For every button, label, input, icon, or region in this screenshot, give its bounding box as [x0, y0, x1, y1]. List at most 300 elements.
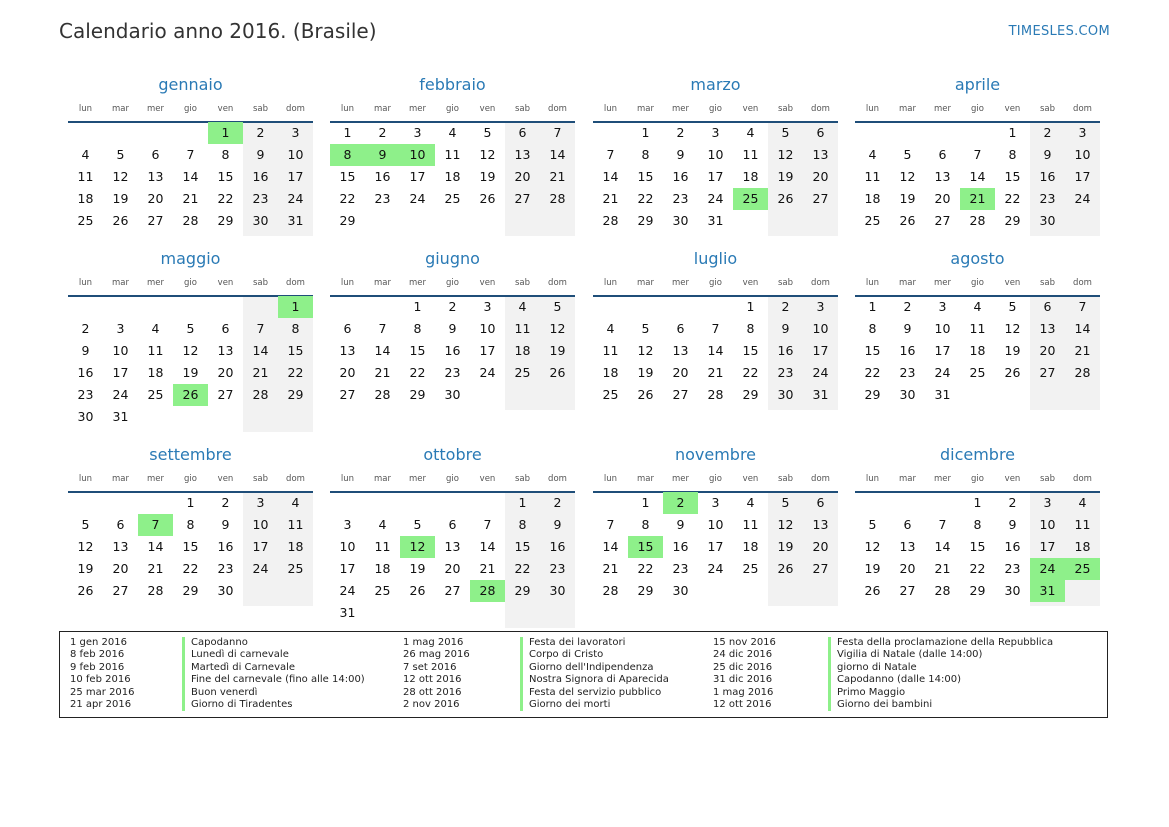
day-cell: 10	[812, 321, 829, 336]
day-cell: 14	[602, 169, 619, 184]
day-cell: 17	[707, 169, 724, 184]
day-cell: 30	[217, 583, 234, 598]
day-cell: 17	[934, 343, 951, 358]
day-cell: 29	[969, 583, 986, 598]
day-cell: 29	[339, 213, 356, 228]
day-cell: 30	[672, 213, 689, 228]
day-cell: 28	[602, 213, 619, 228]
weekday-label: mer	[408, 474, 426, 484]
day-cell: 4	[868, 147, 877, 162]
day-cell: 21	[602, 561, 619, 576]
day-cell: 26	[1004, 365, 1021, 380]
day-cell: 27	[217, 387, 234, 402]
day-cell: 22	[1004, 191, 1021, 206]
day-cell: 9	[1043, 147, 1052, 162]
day-cell: 3	[711, 495, 720, 510]
month-title: ottobre	[423, 445, 482, 464]
day-cell: 16	[374, 169, 391, 184]
day-cell: 13	[672, 343, 689, 358]
weekday-label: sab	[252, 474, 269, 484]
legend-date: 25 dic 2016	[713, 661, 773, 673]
weekday-label: sab	[1039, 474, 1056, 484]
day-cell: 13	[217, 343, 234, 358]
weekday-label: sab	[514, 474, 531, 484]
weekday-label: ven	[1004, 104, 1021, 114]
day-cell: 15	[742, 343, 759, 358]
weekday-label: dom	[1073, 278, 1092, 288]
day-cell: 6	[448, 517, 457, 532]
day-cell: 28	[182, 213, 199, 228]
day-cell: 30	[77, 409, 94, 424]
day-cell: 12	[1004, 321, 1021, 336]
weekday-label: dom	[548, 104, 567, 114]
day-cell: 5	[553, 299, 562, 314]
day-cell: 8	[291, 321, 300, 336]
day-cell: 28	[1074, 365, 1091, 380]
day-cell: 29	[217, 213, 234, 228]
day-cell: 12	[777, 147, 794, 162]
holiday-day: 31	[1030, 580, 1065, 602]
legend-holiday-name: Festa del servizio pubblico	[520, 687, 661, 699]
legend-holiday-name: Vigilia di Natale (dalle 14:00)	[828, 649, 982, 661]
holiday-day: 9	[365, 144, 400, 166]
day-cell: 11	[77, 169, 94, 184]
day-cell: 8	[868, 321, 877, 336]
day-cell: 11	[602, 343, 619, 358]
weekday-label: mer	[671, 278, 689, 288]
day-cell: 14	[479, 539, 496, 554]
day-cell: 31	[707, 213, 724, 228]
day-cell: 27	[444, 583, 461, 598]
day-cell: 12	[479, 147, 496, 162]
day-cell: 23	[672, 561, 689, 576]
day-cell: 9	[903, 321, 912, 336]
weekday-label: dom	[811, 474, 830, 484]
legend-date: 24 dic 2016	[713, 649, 773, 661]
day-cell: 11	[287, 517, 304, 532]
day-cell: 31	[812, 387, 829, 402]
weekday-label: mer	[671, 474, 689, 484]
day-cell: 9	[448, 321, 457, 336]
month-title: gennaio	[158, 75, 223, 94]
month-agosto	[855, 249, 1100, 429]
day-cell: 26	[899, 213, 916, 228]
day-cell: 14	[252, 343, 269, 358]
day-cell: 16	[252, 169, 269, 184]
legend-date: 21 apr 2016	[70, 699, 132, 710]
day-cell: 8	[641, 147, 650, 162]
day-cell: 27	[672, 387, 689, 402]
day-cell: 25	[864, 213, 881, 228]
weekday-label: mer	[146, 104, 164, 114]
day-cell: 11	[147, 343, 164, 358]
day-cell: 23	[77, 387, 94, 402]
weekday-label: sab	[777, 104, 794, 114]
day-cell: 7	[1078, 299, 1087, 314]
day-cell: 30	[1004, 583, 1021, 598]
day-cell: 21	[252, 365, 269, 380]
weekday-label: ven	[217, 278, 234, 288]
page-title: Calendario anno 2016. (Brasile)	[59, 19, 377, 43]
day-cell: 13	[339, 343, 356, 358]
day-cell: 3	[816, 299, 825, 314]
day-cell: 11	[742, 517, 759, 532]
weekday-label: mar	[637, 474, 654, 484]
day-cell: 12	[182, 343, 199, 358]
day-cell: 20	[1039, 343, 1056, 358]
day-cell: 22	[514, 561, 531, 576]
day-cell: 29	[409, 387, 426, 402]
day-cell: 23	[549, 561, 566, 576]
day-cell: 24	[707, 191, 724, 206]
weekday-label: sab	[1039, 104, 1056, 114]
day-cell: 11	[742, 147, 759, 162]
day-cell: 6	[938, 147, 947, 162]
day-cell: 23	[217, 561, 234, 576]
month-title: giugno	[425, 249, 480, 268]
day-cell: 3	[413, 125, 422, 140]
day-cell: 15	[217, 169, 234, 184]
legend-holiday-name: Capodanno	[182, 637, 248, 649]
day-cell: 20	[147, 191, 164, 206]
day-cell: 27	[1039, 365, 1056, 380]
weekday-label: gio	[709, 104, 722, 114]
day-cell: 9	[676, 517, 685, 532]
holiday-day: 12	[400, 536, 435, 558]
day-cell: 2	[781, 299, 790, 314]
day-cell: 10	[707, 517, 724, 532]
day-cell: 2	[903, 299, 912, 314]
weekday-label: dom	[548, 278, 567, 288]
day-cell: 1	[746, 299, 755, 314]
day-cell: 1	[868, 299, 877, 314]
holiday-day: 15	[628, 536, 663, 558]
day-cell: 5	[781, 125, 790, 140]
legend-holiday-name: Festa dei lavoratori	[520, 637, 625, 649]
holiday-day: 8	[330, 144, 365, 166]
day-cell: 19	[182, 365, 199, 380]
day-cell: 12	[899, 169, 916, 184]
day-cell: 6	[1043, 299, 1052, 314]
day-cell: 18	[864, 191, 881, 206]
day-cell: 17	[1074, 169, 1091, 184]
legend-holiday-name: Giorno dei bambini	[828, 699, 932, 711]
holiday-day: 26	[173, 384, 208, 406]
legend-holiday-name: Martedì di Carnevale	[182, 662, 295, 674]
day-cell: 17	[409, 169, 426, 184]
day-cell: 15	[637, 169, 654, 184]
weekday-label: ven	[479, 474, 496, 484]
day-cell: 5	[81, 517, 90, 532]
month-title: settembre	[149, 445, 232, 464]
day-cell: 28	[934, 583, 951, 598]
weekday-label: dom	[1073, 104, 1092, 114]
day-cell: 15	[514, 539, 531, 554]
day-cell: 6	[816, 495, 825, 510]
day-cell: 7	[938, 517, 947, 532]
day-cell: 24	[707, 561, 724, 576]
day-cell: 20	[672, 365, 689, 380]
legend-date: 28 ott 2016	[403, 686, 462, 698]
day-cell: 22	[637, 191, 654, 206]
weekday-label: lun	[340, 278, 355, 288]
day-cell: 1	[1008, 125, 1017, 140]
day-cell: 3	[1078, 125, 1087, 140]
day-cell: 8	[641, 517, 650, 532]
day-cell: 1	[186, 495, 195, 510]
day-cell: 6	[116, 517, 125, 532]
day-cell: 7	[483, 517, 492, 532]
day-cell: 25	[602, 387, 619, 402]
weekday-label: mer	[933, 104, 951, 114]
weekday-label: ven	[217, 474, 234, 484]
day-cell: 9	[553, 517, 562, 532]
day-cell: 15	[864, 343, 881, 358]
day-cell: 8	[186, 517, 195, 532]
day-cell: 9	[221, 517, 230, 532]
weekday-label: lun	[340, 104, 355, 114]
day-cell: 3	[343, 517, 352, 532]
day-cell: 13	[812, 517, 829, 532]
day-cell: 13	[1039, 321, 1056, 336]
day-cell: 20	[112, 561, 129, 576]
day-cell: 26	[479, 191, 496, 206]
weekday-label: lun	[865, 474, 880, 484]
day-cell: 14	[969, 169, 986, 184]
day-cell: 13	[812, 147, 829, 162]
day-cell: 29	[742, 387, 759, 402]
day-cell: 7	[606, 147, 615, 162]
legend-holiday-name: Nostra Signora di Aparecida	[520, 674, 669, 686]
holiday-day: 25	[733, 188, 768, 210]
weekday-label: mar	[374, 104, 391, 114]
day-cell: 15	[339, 169, 356, 184]
day-cell: 2	[676, 125, 685, 140]
day-cell: 19	[77, 561, 94, 576]
holiday-day: 21	[960, 188, 995, 210]
day-cell: 1	[518, 495, 527, 510]
holiday-day: 2	[663, 492, 698, 514]
day-cell: 25	[444, 191, 461, 206]
day-cell: 9	[781, 321, 790, 336]
day-cell: 18	[287, 539, 304, 554]
holiday-day: 24	[1030, 558, 1065, 580]
day-cell: 2	[81, 321, 90, 336]
day-cell: 4	[518, 299, 527, 314]
day-cell: 5	[781, 495, 790, 510]
day-cell: 13	[899, 539, 916, 554]
day-cell: 4	[81, 147, 90, 162]
day-cell: 23	[444, 365, 461, 380]
day-cell: 5	[641, 321, 650, 336]
day-cell: 19	[549, 343, 566, 358]
day-cell: 8	[518, 517, 527, 532]
weekday-label: mer	[408, 104, 426, 114]
day-cell: 28	[707, 387, 724, 402]
day-cell: 13	[514, 147, 531, 162]
weekday-label: ven	[1004, 278, 1021, 288]
day-cell: 19	[479, 169, 496, 184]
month-title: febbraio	[419, 75, 486, 94]
day-cell: 22	[287, 365, 304, 380]
weekday-label: ven	[742, 278, 759, 288]
day-cell: 24	[339, 583, 356, 598]
legend-date: 31 dic 2016	[713, 674, 773, 686]
day-cell: 2	[221, 495, 230, 510]
day-cell: 19	[777, 169, 794, 184]
legend-holiday-name: Primo Maggio	[828, 687, 905, 699]
day-cell: 4	[746, 495, 755, 510]
weekday-label: ven	[217, 104, 234, 114]
day-cell: 16	[899, 343, 916, 358]
day-cell: 29	[287, 387, 304, 402]
day-cell: 1	[413, 299, 422, 314]
weekday-label: gio	[184, 278, 197, 288]
day-cell: 23	[374, 191, 391, 206]
day-cell: 18	[444, 169, 461, 184]
weekday-label: mar	[899, 474, 916, 484]
day-cell: 3	[116, 321, 125, 336]
day-cell: 4	[448, 125, 457, 140]
day-cell: 23	[672, 191, 689, 206]
day-cell: 6	[221, 321, 230, 336]
legend-date: 12 ott 2016	[403, 674, 462, 686]
month-aprile	[855, 75, 1100, 255]
weekday-label: lun	[78, 474, 93, 484]
day-cell: 1	[973, 495, 982, 510]
legend-date: 7 set 2016	[403, 661, 457, 673]
day-cell: 14	[374, 343, 391, 358]
day-cell: 10	[1074, 147, 1091, 162]
day-cell: 26	[777, 191, 794, 206]
day-cell: 3	[1043, 495, 1052, 510]
day-cell: 20	[444, 561, 461, 576]
month-ottobre	[330, 445, 575, 625]
day-cell: 27	[514, 191, 531, 206]
weekday-label: lun	[78, 104, 93, 114]
weekday-label: gio	[971, 474, 984, 484]
day-cell: 2	[256, 125, 265, 140]
day-cell: 26	[637, 387, 654, 402]
day-cell: 1	[641, 125, 650, 140]
day-cell: 21	[1074, 343, 1091, 358]
day-cell: 3	[291, 125, 300, 140]
day-cell: 20	[514, 169, 531, 184]
holiday-day: 1	[278, 296, 313, 318]
legend-holiday-name: Giorno di Tiradentes	[182, 699, 292, 711]
day-cell: 17	[707, 539, 724, 554]
day-cell: 17	[112, 365, 129, 380]
day-cell: 7	[256, 321, 265, 336]
legend-date: 2 nov 2016	[403, 699, 460, 710]
day-cell: 7	[973, 147, 982, 162]
day-cell: 24	[812, 365, 829, 380]
day-cell: 12	[864, 539, 881, 554]
weekday-label: mar	[374, 278, 391, 288]
day-cell: 21	[602, 191, 619, 206]
holiday-day: 25	[1065, 558, 1100, 580]
month-febbraio	[330, 75, 575, 255]
weekday-label: gio	[709, 278, 722, 288]
day-cell: 28	[252, 387, 269, 402]
weekday-label: mer	[146, 278, 164, 288]
day-cell: 25	[287, 561, 304, 576]
legend-holiday-name: Buon venerdì	[182, 687, 257, 699]
day-cell: 20	[339, 365, 356, 380]
day-cell: 28	[147, 583, 164, 598]
day-cell: 17	[252, 539, 269, 554]
day-cell: 27	[339, 387, 356, 402]
day-cell: 1	[343, 125, 352, 140]
day-cell: 28	[374, 387, 391, 402]
day-cell: 22	[339, 191, 356, 206]
month-title: luglio	[693, 249, 738, 268]
day-cell: 11	[1074, 517, 1091, 532]
day-cell: 5	[903, 147, 912, 162]
day-cell: 2	[1043, 125, 1052, 140]
day-cell: 16	[777, 343, 794, 358]
day-cell: 6	[343, 321, 352, 336]
day-cell: 13	[934, 169, 951, 184]
legend-date: 1 gen 2016	[70, 637, 128, 648]
day-cell: 30	[252, 213, 269, 228]
month-novembre	[593, 445, 838, 625]
weekday-label: mar	[112, 278, 129, 288]
day-cell: 6	[676, 321, 685, 336]
day-cell: 27	[812, 561, 829, 576]
day-cell: 25	[969, 365, 986, 380]
weekday-label: ven	[1004, 474, 1021, 484]
weekday-label: mar	[899, 278, 916, 288]
day-cell: 10	[707, 147, 724, 162]
day-cell: 5	[868, 517, 877, 532]
day-cell: 20	[812, 539, 829, 554]
day-cell: 16	[217, 539, 234, 554]
day-cell: 22	[637, 561, 654, 576]
weekday-label: mer	[671, 104, 689, 114]
weekday-label: gio	[971, 104, 984, 114]
weekday-label: sab	[252, 278, 269, 288]
day-cell: 7	[378, 321, 387, 336]
day-cell: 3	[483, 299, 492, 314]
day-cell: 19	[637, 365, 654, 380]
day-cell: 22	[409, 365, 426, 380]
day-cell: 7	[711, 321, 720, 336]
holiday-day: 28	[470, 580, 505, 602]
month-giugno	[330, 249, 575, 429]
day-cell: 14	[549, 147, 566, 162]
day-cell: 30	[672, 583, 689, 598]
day-cell: 2	[553, 495, 562, 510]
day-cell: 27	[112, 583, 129, 598]
day-cell: 17	[812, 343, 829, 358]
legend-holiday-name: Festa della proclamazione della Repubblica	[828, 637, 1053, 649]
day-cell: 18	[77, 191, 94, 206]
weekday-label: lun	[603, 104, 618, 114]
weekday-label: dom	[286, 474, 305, 484]
day-cell: 14	[602, 539, 619, 554]
day-cell: 14	[182, 169, 199, 184]
day-cell: 13	[112, 539, 129, 554]
day-cell: 10	[112, 343, 129, 358]
weekday-label: dom	[286, 278, 305, 288]
day-cell: 23	[899, 365, 916, 380]
day-cell: 4	[291, 495, 300, 510]
weekday-label: mar	[374, 474, 391, 484]
site-link[interactable]: TIMESLES.COM	[1008, 24, 1110, 39]
day-cell: 19	[409, 561, 426, 576]
month-gennaio	[68, 75, 313, 255]
